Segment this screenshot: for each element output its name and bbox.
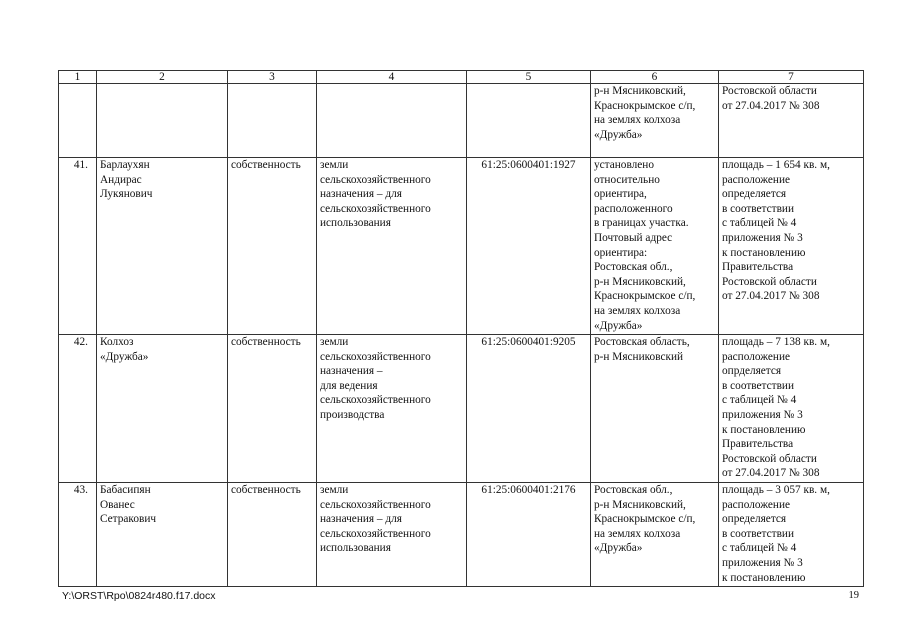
location-address: Ростовская область, р-н Мясниковский: [591, 335, 719, 483]
cadastral-number: 61:25:0600401:2176: [467, 483, 591, 587]
owner-name: Бабасипян Ованес Сетракович: [97, 483, 228, 587]
cadastral-number: [467, 84, 591, 158]
column-number: 7: [719, 71, 864, 84]
owner-name: Колхоз «Дружба»: [97, 335, 228, 483]
table-row: [59, 483, 864, 587]
row-number: [59, 84, 97, 158]
right-type: [228, 84, 317, 158]
location-address: р-н Мясниковский, Краснокрымское с/п, на землях колхоза «Дружба»: [591, 84, 719, 158]
right-type: собственность: [228, 483, 317, 587]
table-row: [59, 335, 864, 483]
right-type: собственность: [228, 158, 317, 335]
location-address: установлено относительно ориентира, расположенного в границах участка. Почтовый адрес ориентира: Ростовская обл., р-н Мясниковский, Краснокрымское с/п, на землях колхоза «Дружба»: [591, 158, 719, 335]
document-file-path: Y:\ORST\Rpo\0824r480.f17.docx: [62, 590, 216, 602]
right-type: собственность: [228, 335, 317, 483]
area-note: Ростовской области от 27.04.2017 № 308: [719, 84, 864, 158]
row-number: 41.: [59, 158, 97, 335]
row-number: 43.: [59, 483, 97, 587]
column-number: 5: [467, 71, 591, 84]
cadastral-number: 61:25:0600401:1927: [467, 158, 591, 335]
page-number: 19: [848, 590, 859, 601]
table-row: [59, 84, 864, 158]
column-number: 1: [59, 71, 97, 84]
column-number: 6: [591, 71, 719, 84]
area-note: площадь – 7 138 кв. м, расположение опрделяется в соответствии с таблицей № 4 приложения № 3 к постановлению Правительства Ростовской области от 27.04.2017 № 308: [719, 335, 864, 483]
column-number-row: [59, 71, 864, 84]
owner-name: Барлаухян Андирас Лукянович: [97, 158, 228, 335]
column-number: 2: [97, 71, 228, 84]
land-category: земли сельскохозяйственного назначения – для сельскохозяйственного использования: [317, 158, 467, 335]
area-note: площадь – 3 057 кв. м, расположение определяется в соответствии с таблицей № 4 приложения № 3 к постановлению: [719, 483, 864, 587]
column-number: 3: [228, 71, 317, 84]
land-category: земли сельскохозяйственного назначения – для ведения сельскохозяйственного производства: [317, 335, 467, 483]
land-category: земли сельскохозяйственного назначения – для сельскохозяйственного использования: [317, 483, 467, 587]
location-address: Ростовская обл., р-н Мясниковский, Краснокрымское с/п, на землях колхоза «Дружба»: [591, 483, 719, 587]
land-register-table: [58, 70, 864, 587]
owner-name: [97, 84, 228, 158]
cadastral-number: 61:25:0600401:9205: [467, 335, 591, 483]
area-note: площадь – 1 654 кв. м, расположение определяется в соответствии с таблицей № 4 приложения № 3 к постановлению Правительства Ростовской области от 27.04.2017 № 308: [719, 158, 864, 335]
table-row: [59, 158, 864, 335]
column-number: 4: [317, 71, 467, 84]
row-number: 42.: [59, 335, 97, 483]
land-category: [317, 84, 467, 158]
